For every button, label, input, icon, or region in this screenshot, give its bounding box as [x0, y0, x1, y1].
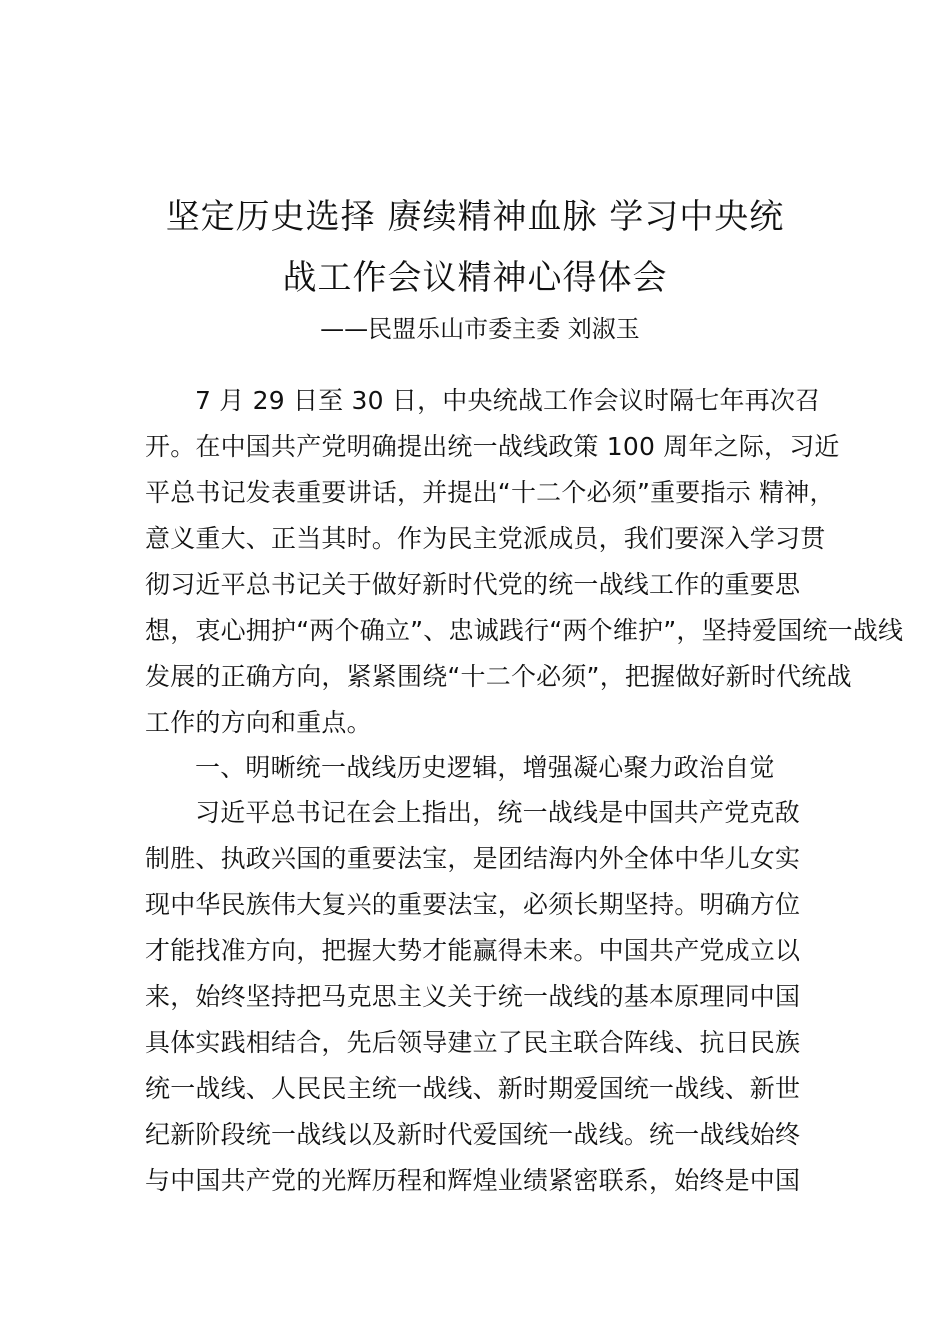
paragraph-line: 意义重大、正当其时。作为民主党派成员，我们要深入学习贯	[145, 524, 826, 553]
paragraph-line: 发展的正确方向，紧紧围绕“十二个必须”，把握做好新时代统战	[145, 662, 852, 691]
paragraph-line: 彻习近平总书记关于做好新时代党的统一战线工作的重要思	[145, 570, 801, 599]
section-heading: 一、明晰统一战线历史逻辑，增强凝心聚力政治自觉	[195, 753, 775, 782]
paragraph-line: 平总书记发表重要讲话，并提出“十二个必须”重要指示 精神，	[145, 478, 835, 507]
paragraph-line: 纪新阶段统一战线以及新时代爱国统一战线。统一战线始终	[145, 1120, 801, 1149]
title-line-1: 坚定历史选择 赓续精神血脉 学习中央统	[165, 197, 785, 237]
paragraph-line: 开。在中国共产党明确提出统一战线政策 100 周年之际，习近	[145, 432, 840, 461]
paragraph-line: 工作的方向和重点。	[145, 708, 372, 737]
paragraph-line: 具体实践相结合，先后领导建立了民主联合阵线、抗日民族	[145, 1028, 801, 1057]
author-byline: ——民盟乐山市委主委 刘淑玉	[320, 315, 640, 343]
paragraph-line: 习近平总书记在会上指出，统一战线是中国共产党克敌	[195, 798, 800, 827]
paragraph-line: 才能找准方向，把握大势才能赢得未来。中国共产党成立以	[145, 936, 801, 965]
paragraph-line: 制胜、执政兴国的重要法宝，是团结海内外全体中华儿女实	[145, 844, 801, 873]
title-line-2: 战工作会议精神心得体会	[282, 258, 668, 298]
paragraph-line: 统一战线、人民民主统一战线、新时期爱国统一战线、新世	[145, 1074, 801, 1103]
paragraph-line: 来，始终坚持把马克思主义关于统一战线的基本原理同中国	[145, 982, 801, 1011]
paragraph-line: 想，衷心拥护“两个确立”、忠诚践行“两个维护”，坚持爱国统一战线	[145, 616, 904, 645]
paragraph-line: 现中华民族伟大复兴的重要法宝，必须长期坚持。明确方位	[145, 890, 801, 919]
paragraph-line: 7 月 29 日至 30 日，中央统战工作会议时隔七年再次召	[195, 386, 821, 415]
paragraph-line: 与中国共产党的光辉历程和辉煌业绩紧密联系，始终是中国	[145, 1166, 801, 1195]
